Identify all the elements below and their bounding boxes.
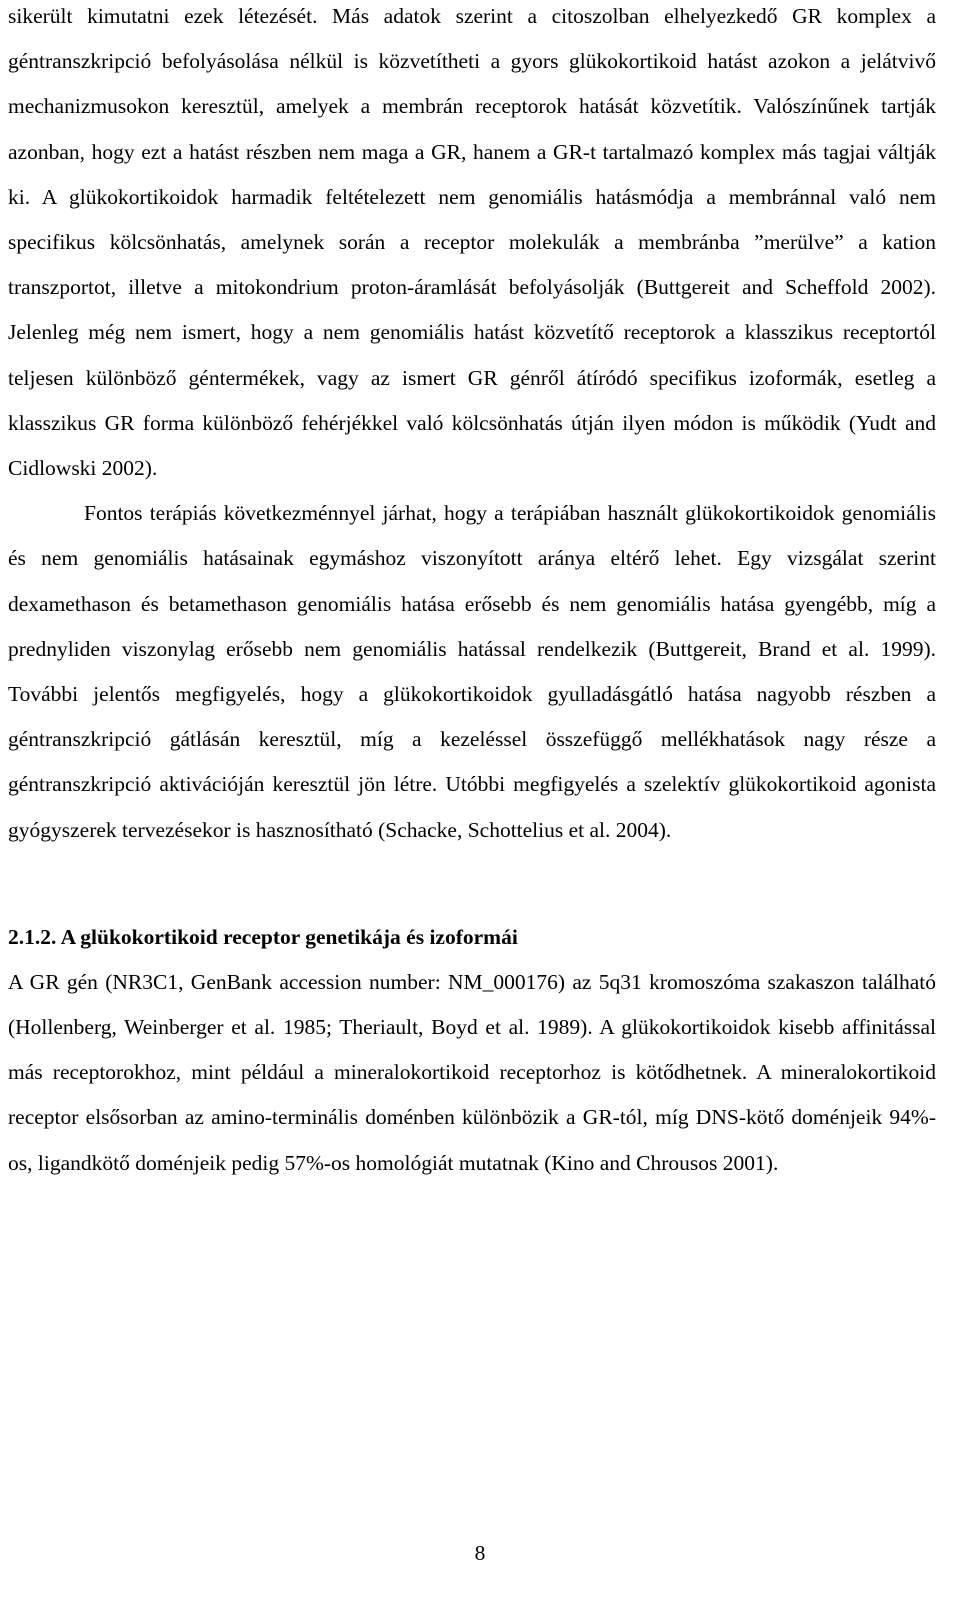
section-heading [8, 915, 936, 960]
body-paragraph-2: Fontos terápiás következménnyel járhat, hogy a terápiában használt glükokortikoidok genomiális és nem genomiális hatásainak egymáshoz viszonyított aránya eltérő lehet. Egy vizsgálat szerint dexamethason és betamethason genomiális hatása erősebb és nem genomiális hatása gyengébb, míg a prednyliden viszonylag erősebb nem genomiális hatással rendelkezik (Buttgereit, Brand et al. 1999). További jelentős megfigyelés, hogy a glükokortikoidok gyulladásgátló hatása nagyobb részben a géntranszkripció gátlásán keresztül, míg a kezeléssel összefüggő mellékhatások nagy része a géntranszkripció aktivációján keresztül jön létre. Utóbbi megfigyelés a szelektív glükokortikoid agonista gyógyszerek tervezésekor is hasznosítható (Schacke, Schottelius et al. 2004). [8, 501, 936, 842]
page-number: 8 [474, 1541, 486, 1565]
body-paragraph-1: sikerült kimutatni ezek létezését. Más adatok szerint a citoszolban elhelyezkedő GR komplex a géntranszkripció befolyásolása nélkül is közvetítheti a gyors glükokortikoid hatást azokon a jelátvivő mechanizmusokon keresztül, amelyek a membrán receptorok hatását közvetítik. Valószínűnek tartják azonban, hogy ezt a hatást részben nem maga a GR, hanem a GR-t tartalmazó komplex más tagjai váltják ki. A glükokortikoidok harmadik feltételezett nem genomiális hatásmódja a membránnal való nem specifikus kölcsönhatás, amelynek során a receptor molekulák a membránba ”merülve” a kation transzportot, illetve a mitokondrium proton-áramlását befolyásolják (Buttgereit and Scheffold 2002). Jelenleg még nem ismert, hogy a nem genomiális hatást közvetítő receptorok a klasszikus receptortól teljesen különböző géntermékek, vagy az ismert GR génről átíródó specifikus izoformák, esetleg a klasszikus GR forma különböző fehérjékkel való kölcsönhatás útján ilyen módon is működik (Yudt and Cidlowski 2002). [8, 4, 936, 481]
section-number: 2.1.2. [8, 924, 57, 949]
section-title: A glükokortikoid receptor genetikája és izoformái [60, 924, 518, 949]
document-page [8, 0, 936, 1186]
body-paragraph-3: A GR gén (NR3C1, GenBank accession number: NM_000176) az 5q31 kromoszóma szakaszon található (Hollenberg, Weinberger et al. 1985; Theriault, Boyd et al. 1989). A glükokortikoidok kisebb affinitással más receptorokhoz, mint például a mineralokortikoid receptorhoz is kötődhetnek. A mineralokortikoid receptor elsősorban az amino-terminális doménben különbözik a GR-tól, míg DNS-kötő doménjeik 94%-os, ligandkötő doménjeik pedig 57%-os homológiát mutatnak (Kino and Chrousos 2001). [8, 969, 936, 1175]
